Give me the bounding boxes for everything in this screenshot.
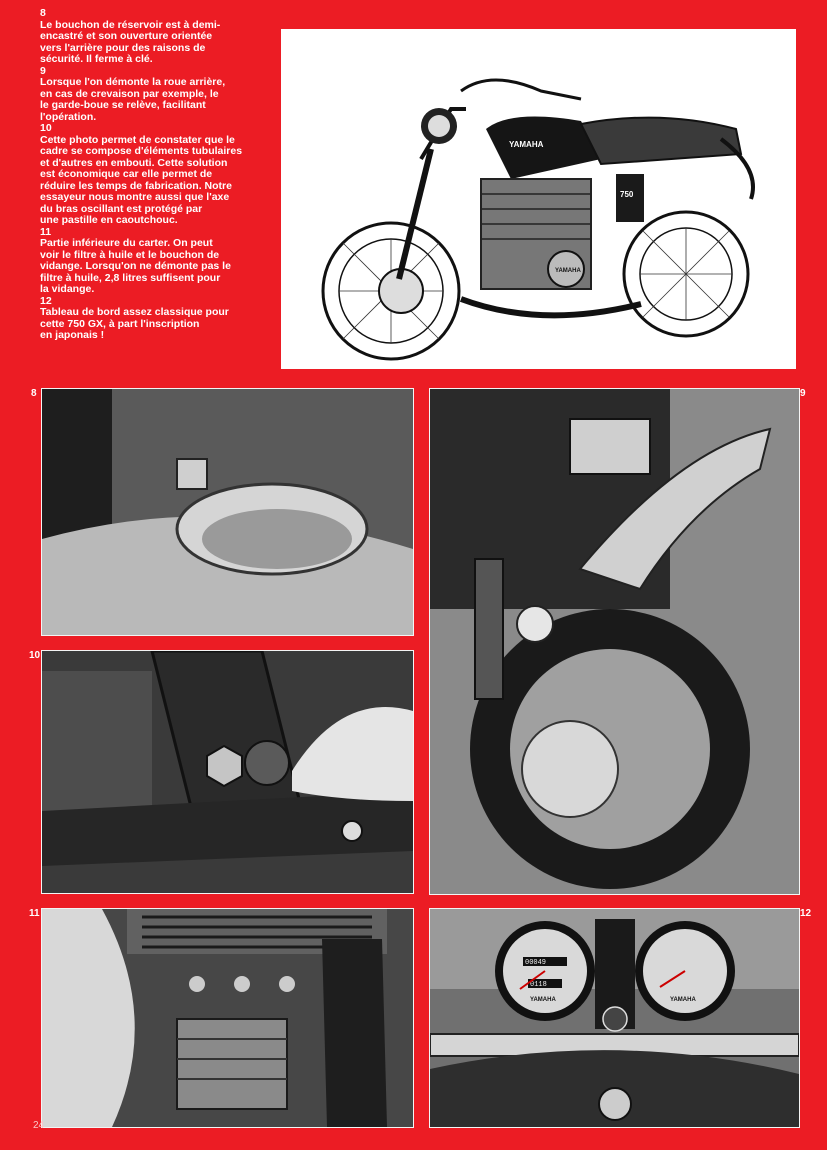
photo-dashboard (429, 908, 800, 1128)
caption-11-text: Partie inférieure du carter. On peut voir le filtre à huile et le bouchon de vidange. Lorsqu'on ne démonte pas le filtre à huile, 2,8 litres suffisent pour la vidange. (40, 237, 231, 295)
tank-brand-text: YAMAHA (509, 140, 544, 149)
photo-crankcase (41, 908, 414, 1128)
caption-12-number: 12 (40, 294, 52, 307)
caption-8-text: Le bouchon de réservoir est à demi- encastré et son ouverture orientée vers l'arrière pour des raisons de sécurité. Il ferme à clé. (40, 18, 221, 65)
caption-9-text: Lorsque l'on démonte la roue arrière, en cas de crevaison par exemple, le le garde-boue se relève, facilitant l'opération. (40, 76, 226, 123)
caption-block (40, 8, 275, 342)
figure-number-12: 12 (800, 908, 812, 919)
caption-10-number: 10 (40, 122, 52, 134)
caption-12-text: Tableau de bord assez classique pour cette 750 GX, à part l'inscription en japonais ! (40, 306, 229, 341)
figure-number-10: 10 (29, 650, 41, 661)
figure-number-8: 8 (31, 388, 37, 399)
side-badge-text: 750 (620, 190, 634, 199)
figure-number-11: 11 (29, 908, 40, 919)
caption-10-text: Cette photo permet de constater que le cadre se compose d'éléments tubulaires et d'autres en embouti. Cette solution est économique car elle permet de réduire les temps de fabrication. Notre essayeur nous montre aussi que l'axe du bras oscillant est protégé par une pastille en caoutchouc. (40, 133, 243, 226)
caption-8-number: 8 (40, 7, 46, 19)
page-number: 24 (33, 1120, 45, 1131)
photo-rear-wheel (429, 388, 800, 895)
right-gauge-brand: YAMAHA (670, 997, 696, 1003)
odometer-readout: 00049 (525, 959, 547, 967)
left-gauge-brand: YAMAHA (530, 997, 556, 1003)
caption-11-number: 11 (40, 225, 52, 238)
motorcycle-illustration (281, 29, 796, 369)
caption-9-number: 9 (40, 64, 46, 77)
figure-number-9: 9 (800, 388, 806, 399)
engine-brand-text: YAMAHA (555, 268, 581, 274)
photo-swingarm-pin (41, 650, 414, 894)
trip-readout: 0118 (530, 981, 547, 989)
photo-fuel-cap (41, 388, 414, 636)
